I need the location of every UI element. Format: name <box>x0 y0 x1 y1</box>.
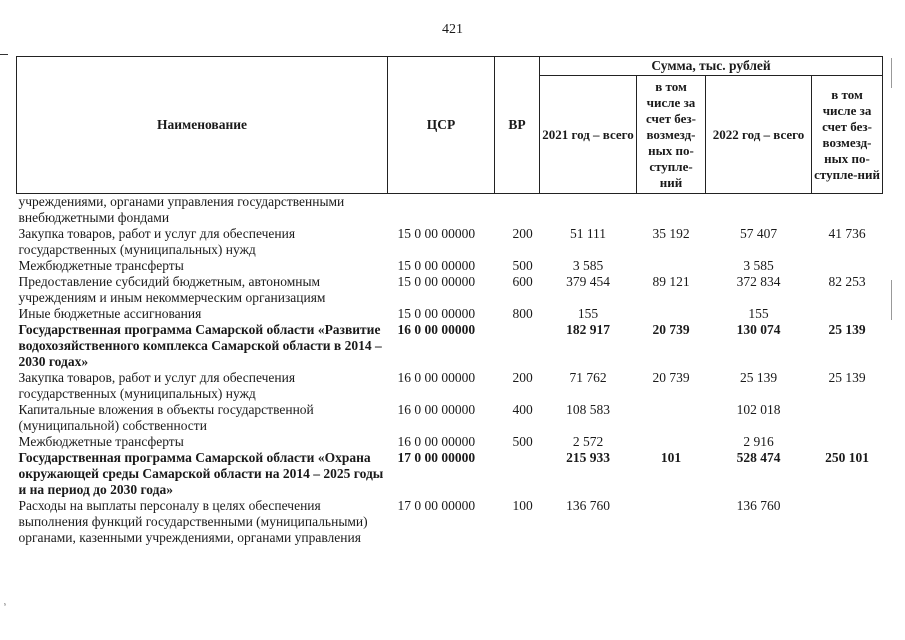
cell-2021-total <box>540 194 637 227</box>
table-row <box>17 306 883 322</box>
table-body <box>17 194 883 547</box>
cell-name: Иные бюджетные ассигнования <box>18 306 202 321</box>
cell-name: Межбюджетные трансферты <box>18 434 184 449</box>
cell-2022-free: 250 101 <box>825 450 869 465</box>
cell-name: Государственная программа Самарской области «Охрана окружающей среды Самарской области на 2014 – 2025 годы и на период до 2030 года» <box>18 450 384 497</box>
cell-2021-free <box>637 258 706 274</box>
cell-vr: 500 <box>512 258 533 273</box>
scan-edge-mark <box>891 58 892 88</box>
cell-csr: 15 0 00 00000 <box>397 258 476 273</box>
cell-name: Капитальные вложения в объекты государственной (муниципальной) собственности <box>18 402 314 433</box>
cell-2022-free <box>812 306 883 322</box>
header-csr: ЦСР <box>388 57 495 194</box>
header-2022-total: 2022 год – всего <box>706 76 812 194</box>
cell-2021-free <box>637 498 706 546</box>
cell-2021-total: 215 933 <box>566 450 610 465</box>
cell-2021-total: 379 454 <box>566 274 610 289</box>
cell-name: Государственная программа Самарской области «Развитие водохозяйственного комплекса Самарской области в 2014 – 2030 годах» <box>18 322 382 369</box>
cell-2022-total: 102 018 <box>736 402 781 417</box>
margin-dash <box>0 54 8 55</box>
cell-2021-total: 136 760 <box>566 498 610 513</box>
cell-2022-total: 130 074 <box>736 322 781 337</box>
cell-2022-total <box>706 194 812 227</box>
cell-2022-total: 136 760 <box>736 498 781 513</box>
table-row <box>17 498 883 546</box>
cell-2022-free <box>812 434 883 450</box>
table-row <box>17 194 883 227</box>
cell-csr <box>388 194 495 227</box>
budget-table <box>16 56 883 546</box>
header-2021-free: в том числе за счет без-возмезд-ных по-ступле-ний <box>637 76 706 194</box>
cell-2022-total: 372 834 <box>736 274 781 289</box>
cell-2021-free: 35 192 <box>652 226 690 241</box>
cell-vr: 100 <box>512 498 533 513</box>
cell-2022-free <box>812 402 883 434</box>
cell-2021-free: 20 739 <box>652 322 690 337</box>
table-header <box>17 57 883 194</box>
cell-name: Межбюджетные трансферты <box>18 258 184 273</box>
page-number: 421 <box>442 22 463 37</box>
cell-name: учреждениями, органами управления государственными внебюджетными фондами <box>18 194 345 225</box>
cell-2022-free: 25 139 <box>828 322 866 337</box>
cell-csr: 15 0 00 00000 <box>397 274 476 289</box>
table-row <box>17 402 883 434</box>
cell-2021-free: 89 121 <box>652 274 690 289</box>
table-row <box>17 258 883 274</box>
cell-csr: 16 0 00 00000 <box>397 402 476 417</box>
cell-csr: 16 0 00 00000 <box>397 370 476 385</box>
cell-2022-free <box>812 194 883 227</box>
cell-2021-total: 71 762 <box>569 370 607 385</box>
table-row <box>17 322 883 370</box>
cell-2021-total: 2 572 <box>572 434 604 449</box>
cell-2022-total: 3 585 <box>743 258 774 273</box>
cell-2022-free: 82 253 <box>828 274 866 289</box>
cell-vr: 400 <box>512 402 533 417</box>
cell-2021-total: 182 917 <box>566 322 610 337</box>
cell-vr: 200 <box>512 226 533 241</box>
cell-vr: 600 <box>512 274 533 289</box>
table-row <box>17 274 883 306</box>
cell-name: Предоставление субсидий бюджетным, автономным учреждениям и иным некоммерческим организациям <box>18 274 326 305</box>
header-vr: ВР <box>495 57 540 194</box>
cell-name: Закупка товаров, работ и услуг для обеспечения государственных (муниципальных) нужд <box>18 226 296 257</box>
cell-2022-free: 25 139 <box>828 370 866 385</box>
cell-vr <box>495 194 540 227</box>
cell-2022-free <box>812 258 883 274</box>
cell-vr: 800 <box>512 306 533 321</box>
cell-2021-free: 101 <box>660 450 682 465</box>
cell-2022-total: 2 916 <box>743 434 774 449</box>
cell-2021-total: 3 585 <box>572 258 604 273</box>
table-row <box>17 370 883 402</box>
header-2022-free: в том числе за счет без-возмезд-ных по-ступле-ний <box>812 76 883 194</box>
cell-csr: 15 0 00 00000 <box>397 226 476 241</box>
cell-2022-total: 528 474 <box>736 450 781 465</box>
cell-2022-total: 25 139 <box>739 370 778 385</box>
cell-2022-total: 155 <box>748 306 769 321</box>
cell-2021-total: 51 111 <box>569 226 607 241</box>
cell-2021-free <box>637 434 706 450</box>
cell-vr <box>495 450 540 498</box>
cell-csr: 17 0 00 00000 <box>397 450 476 465</box>
cell-2021-total: 108 583 <box>566 402 610 417</box>
table-row <box>17 450 883 498</box>
cell-2021-free <box>637 306 706 322</box>
header-name: Наименование <box>17 57 388 194</box>
cell-2021-free: 20 739 <box>652 370 690 385</box>
scan-artifact: ˢ <box>4 600 6 610</box>
cell-2021-free <box>637 194 706 227</box>
cell-csr: 17 0 00 00000 <box>397 498 476 513</box>
cell-vr: 200 <box>512 370 533 385</box>
cell-csr: 16 0 00 00000 <box>397 322 476 337</box>
table-row <box>17 434 883 450</box>
cell-csr: 15 0 00 00000 <box>397 306 476 321</box>
cell-csr: 16 0 00 00000 <box>397 434 476 449</box>
cell-name: Расходы на выплаты персоналу в целях обеспечения выполнения функций государственными (муниципальными) органами, казенными учреждениями, органами управления <box>18 498 368 545</box>
cell-2022-total: 57 407 <box>739 226 778 241</box>
header-sum: Сумма, тыс. рублей <box>540 57 883 76</box>
cell-2022-free <box>812 498 883 546</box>
cell-2021-free <box>637 402 706 434</box>
header-2021-total: 2021 год – всего <box>540 76 637 194</box>
cell-name: Закупка товаров, работ и услуг для обеспечения государственных (муниципальных) нужд <box>18 370 296 401</box>
table-row <box>17 226 883 258</box>
cell-2021-total: 155 <box>577 306 599 321</box>
cell-vr: 500 <box>512 434 533 449</box>
cell-2022-free: 41 736 <box>828 226 866 241</box>
scan-edge-mark <box>891 280 892 320</box>
cell-vr <box>495 322 540 370</box>
